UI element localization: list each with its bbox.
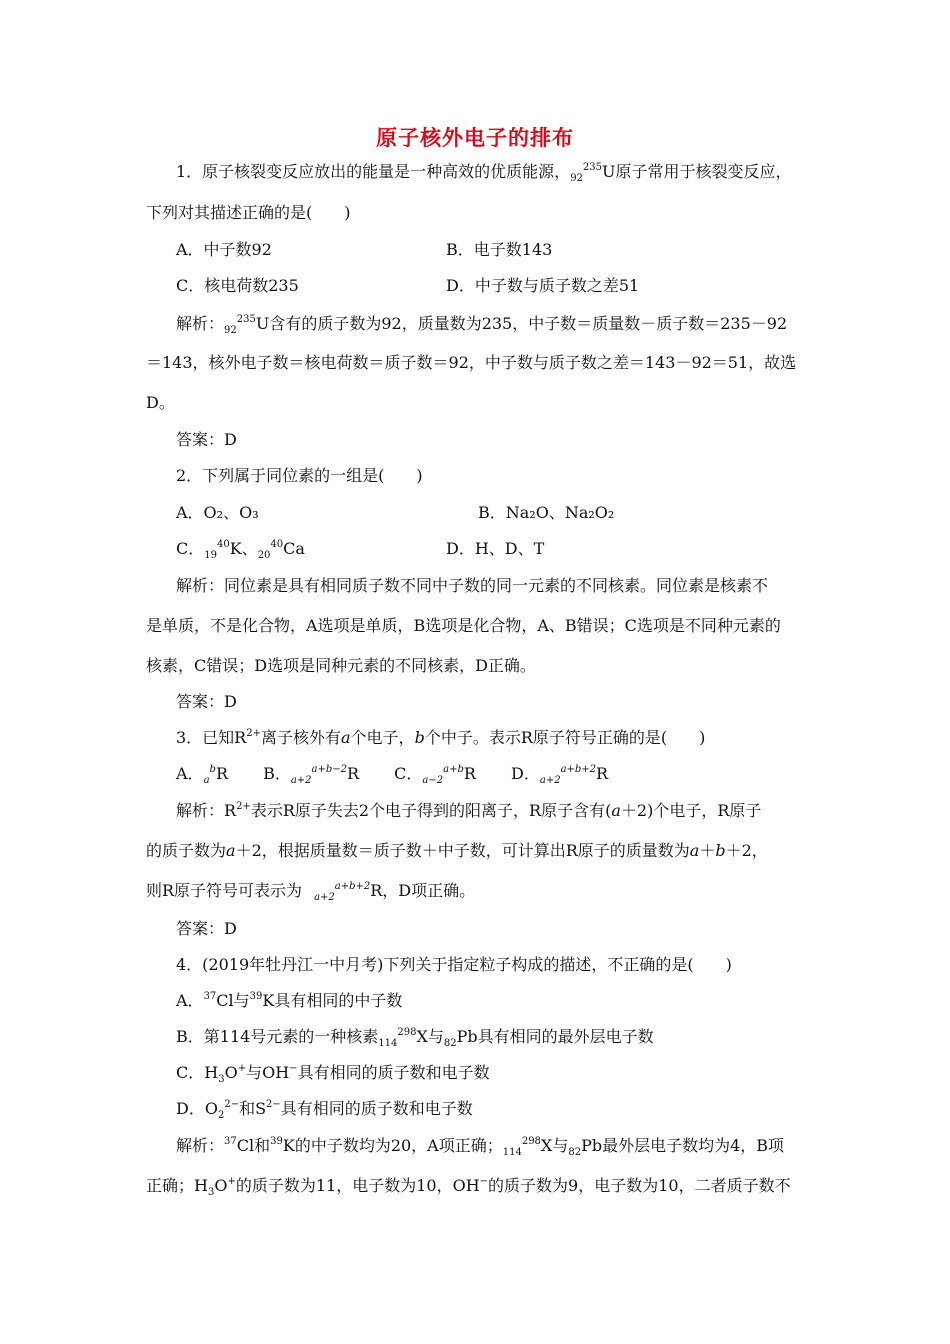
q4-opt-c-sub: 3 — [218, 1074, 225, 1085]
q4-opt-b-text-b: X与 — [416, 1027, 444, 1046]
q3-opt-a-sym: R — [215, 764, 228, 783]
q4-opt-d-text-b: 和S — [239, 1099, 267, 1118]
q4-expl2-text-c: 的质子数为11，电子数为10，OH — [235, 1176, 480, 1195]
q4-option-a — [176, 989, 846, 1016]
q3-option-b — [263, 762, 359, 789]
q3-expl-text-d: ＋2)个电子，R原子 — [620, 801, 762, 820]
q4-opt-d-text-a: D．O — [176, 1099, 218, 1118]
q3-expl3-text-a: 则R原子符号可表示为 — [146, 881, 303, 900]
q3-expl-charge: 2+ — [236, 801, 251, 812]
q2-option-d: D．H、D、T — [446, 539, 545, 558]
q2-explanation-line1: 解析：同位素是具有相同质子数不同中子数的同一元素的不同核素。同位素是核素不 — [176, 576, 769, 595]
q2-stem: 2．下列属于同位素的一组是( ) — [176, 466, 423, 485]
q3-opt-c-sub: a−2 — [422, 775, 444, 786]
q3-expl2-plus: ＋ — [699, 841, 716, 860]
q4-expl-z: 114 — [502, 1147, 522, 1158]
q3-opt-a-sub: a — [203, 775, 210, 786]
q3-stem-text-d: 个中子。表示R原子符号正确的是( ) — [424, 728, 706, 747]
q4-expl-text-e: Pb最外层电子数均为4，B项 — [581, 1136, 785, 1155]
page-title: 原子核外电子的排布 — [376, 126, 574, 150]
q4-explanation-line2 — [146, 1174, 816, 1201]
q4-opt-c-sup: + — [237, 1063, 247, 1074]
q3-expl2-text-a: 的质子数为 — [146, 841, 227, 860]
q4-opt-b-z: 114 — [378, 1038, 398, 1049]
q3-opt-a-label: A． — [176, 764, 204, 783]
q4-expl-mass1: 37 — [224, 1136, 237, 1147]
q4-option-c — [176, 1061, 846, 1088]
q4-explanation-line1 — [176, 1134, 846, 1161]
q3-explanation-line1 — [176, 799, 846, 826]
q1-option-b: B．电子数143 — [446, 240, 553, 259]
q4-opt-c-text-d: 具有相同的质子数和电子数 — [297, 1063, 490, 1082]
q4-opt-a-mass2: 39 — [249, 991, 263, 1002]
q1-answer: 答案：D — [176, 430, 237, 449]
q3-opt-b-label: B． — [263, 764, 291, 783]
q2-opt-c-a1: 40 — [216, 539, 230, 550]
q2-opt-c-z2: 20 — [257, 550, 271, 561]
q4-opt-b-text-c: Pb具有相同的最外层电子数 — [456, 1027, 654, 1046]
q3-expl2-var-b: b — [715, 841, 726, 860]
q2-opt-c-sym2: Ca — [283, 539, 305, 558]
q4-expl2-text-b: O — [214, 1176, 228, 1195]
q4-stem: 4．(2019年牡丹江一中月考)下列关于指定粒子构成的描述，不正确的是( ) — [176, 955, 732, 974]
q4-opt-d-sup2: 2− — [266, 1099, 281, 1110]
q4-expl2-sup2: − — [479, 1176, 489, 1187]
q3-stem-text-c: 个电子， — [350, 728, 415, 747]
q3-expl-text-b: 表示R原子失去2个电子得到的阳离子，R原子含有( — [250, 801, 612, 820]
q1-expl-text: 含有的质子数为92，质量数为235，中子数＝质量数－质子数＝235－92 — [269, 314, 788, 333]
q4-opt-d-sub: 2 — [217, 1110, 225, 1121]
q2-option-b: B．Na₂O、Na₂O₂ — [478, 503, 615, 522]
q3-opt-a-sup: b — [209, 764, 216, 775]
q3-option-c — [394, 762, 476, 789]
q1-explanation-line2: ＝143，核外电子数＝核电荷数＝质子数＝92，中子数与质子数之差＝143－92＝51，故选 — [146, 353, 797, 372]
q3-expl-var-a: a — [611, 801, 621, 820]
q3-opt-b-sup: a+b−2 — [311, 764, 348, 775]
q4-opt-a-label: A． — [176, 991, 204, 1010]
q4-expl-mass2: 39 — [270, 1136, 283, 1147]
q3-explanation-line3 — [146, 879, 816, 906]
q3-option-d — [511, 762, 608, 789]
q1-isotope-a: 235 — [582, 162, 603, 173]
q4-opt-a-text1: Cl与 — [216, 991, 250, 1010]
q4-opt-b-mass: 298 — [397, 1027, 417, 1038]
q1-explanation-line1 — [176, 312, 846, 339]
q4-expl2-sub: 3 — [207, 1187, 215, 1198]
q2-opt-c-sym1: K、 — [229, 539, 258, 558]
q1-expl-isotope-symbol: U — [255, 314, 270, 333]
q3-expl2-text-c: ＋2，根据质量数＝质子数＋中子数，可计算出R原子的质量数为 — [235, 841, 690, 860]
q1-isotope-z: 92 — [570, 173, 583, 184]
q3-opt-d-sym: R — [596, 764, 609, 783]
q4-opt-a-mass1: 37 — [203, 991, 217, 1002]
q4-expl2-text-a: 正确；H — [146, 1176, 208, 1195]
q2-explanation-line3: 核素，C错误；D选项是同种元素的不同核素，D正确。 — [146, 656, 536, 675]
q2-answer: 答案：D — [176, 692, 237, 711]
q1-explanation-line3: D。 — [146, 393, 175, 412]
q2-option-a: A．O₂、O₃ — [176, 503, 259, 522]
q3-opt-c-sym: R — [463, 764, 476, 783]
q4-option-d — [176, 1097, 846, 1124]
q3-answer: 答案：D — [176, 919, 237, 938]
q1-option-a: A．中子数92 — [176, 240, 272, 259]
q4-expl-text-a: 解析： — [176, 1136, 225, 1155]
q3-expl2-var-a2: a — [689, 841, 700, 860]
q2-opt-c-a2: 40 — [270, 539, 284, 550]
q3-expl3-text-b: R，D项正确。 — [370, 881, 476, 900]
q1-expl-isotope-z: 92 — [224, 325, 237, 336]
q2-explanation-line2: 是单质，不是化合物，A选项是单质，B选项是化合物，A、B错误；C选项是不同种元素的 — [146, 616, 781, 635]
q3-options — [176, 762, 846, 789]
q3-var-a: a — [341, 728, 351, 747]
q4-expl-text-b: Cl和 — [236, 1136, 271, 1155]
q4-expl2-sup: + — [227, 1176, 236, 1187]
q3-stem-charge: 2+ — [246, 728, 261, 739]
q2-opt-c-label: C． — [176, 539, 205, 558]
q4-opt-c-text-b: O — [224, 1063, 238, 1082]
q3-opt-b-sub: a+2 — [290, 775, 312, 786]
q3-opt-b-sym: R — [347, 764, 360, 783]
q3-expl3-sup: a+b+2 — [334, 881, 371, 892]
q4-expl-mass3: 298 — [521, 1136, 541, 1147]
q3-expl2-var-a: a — [226, 841, 236, 860]
q3-stem-text: 3．已知R — [176, 728, 247, 747]
q1-stem-line2: 下列对其描述正确的是( ) — [146, 203, 351, 222]
q3-stem-text-b: 离子核外有 — [260, 728, 341, 747]
q1-option-c: C．核电荷数235 — [176, 276, 299, 295]
q3-expl2-text-g: ＋2， — [725, 841, 768, 860]
q4-opt-c-sup2: − — [289, 1063, 298, 1074]
q3-opt-c-label: C． — [394, 764, 423, 783]
q4-expl2-text-d: 的质子数为9，电子数为10，二者质子数不 — [488, 1176, 791, 1195]
q1-option-d: D．中子数与质子数之差51 — [446, 276, 640, 295]
q3-explanation-line2 — [146, 839, 816, 863]
q4-opt-b-text-a: B．第114号元素的一种核素 — [176, 1027, 379, 1046]
q3-opt-d-sub: a+2 — [539, 775, 561, 786]
q4-opt-c-text-a: C．H — [176, 1063, 219, 1082]
q3-option-a — [176, 762, 228, 789]
q1-isotope-symbol: U — [602, 162, 616, 181]
q3-expl3-sub: a+2 — [314, 892, 335, 903]
q1-stem-line1 — [176, 160, 846, 187]
q4-expl-text-c: K的中子数均为20，A项正确； — [282, 1136, 503, 1155]
q4-opt-d-text-c: 具有相同的质子数和电子数 — [280, 1099, 473, 1118]
q3-opt-d-sup: a+b+2 — [560, 764, 597, 775]
q4-opt-b-z2: 82 — [443, 1038, 457, 1049]
q1-stem-text: 1．原子核裂变反应放出的能量是一种高效的优质能源， — [176, 162, 571, 181]
q4-option-b — [176, 1025, 846, 1052]
q4-expl-z2: 82 — [568, 1147, 582, 1158]
q1-stem-text-b: 原子常用于核裂变反应， — [615, 162, 792, 181]
q2-opt-c-z1: 19 — [204, 550, 217, 561]
q4-opt-a-text2: K具有相同的中子数 — [262, 991, 403, 1010]
q4-expl-text-d: X与 — [540, 1136, 569, 1155]
q3-opt-d-label: D． — [511, 764, 540, 783]
q3-stem — [176, 726, 846, 753]
q3-opt-c-sup: a+b — [443, 764, 464, 775]
q3-var-b: b — [414, 728, 425, 747]
q1-expl-isotope-a: 235 — [236, 314, 256, 325]
q4-opt-c-text-c: 与OH — [246, 1063, 290, 1082]
q3-expl-text-a: 解析：R — [176, 801, 237, 820]
q4-opt-d-sup: 2− — [224, 1099, 240, 1110]
q1-expl-label: 解析： — [176, 314, 225, 333]
